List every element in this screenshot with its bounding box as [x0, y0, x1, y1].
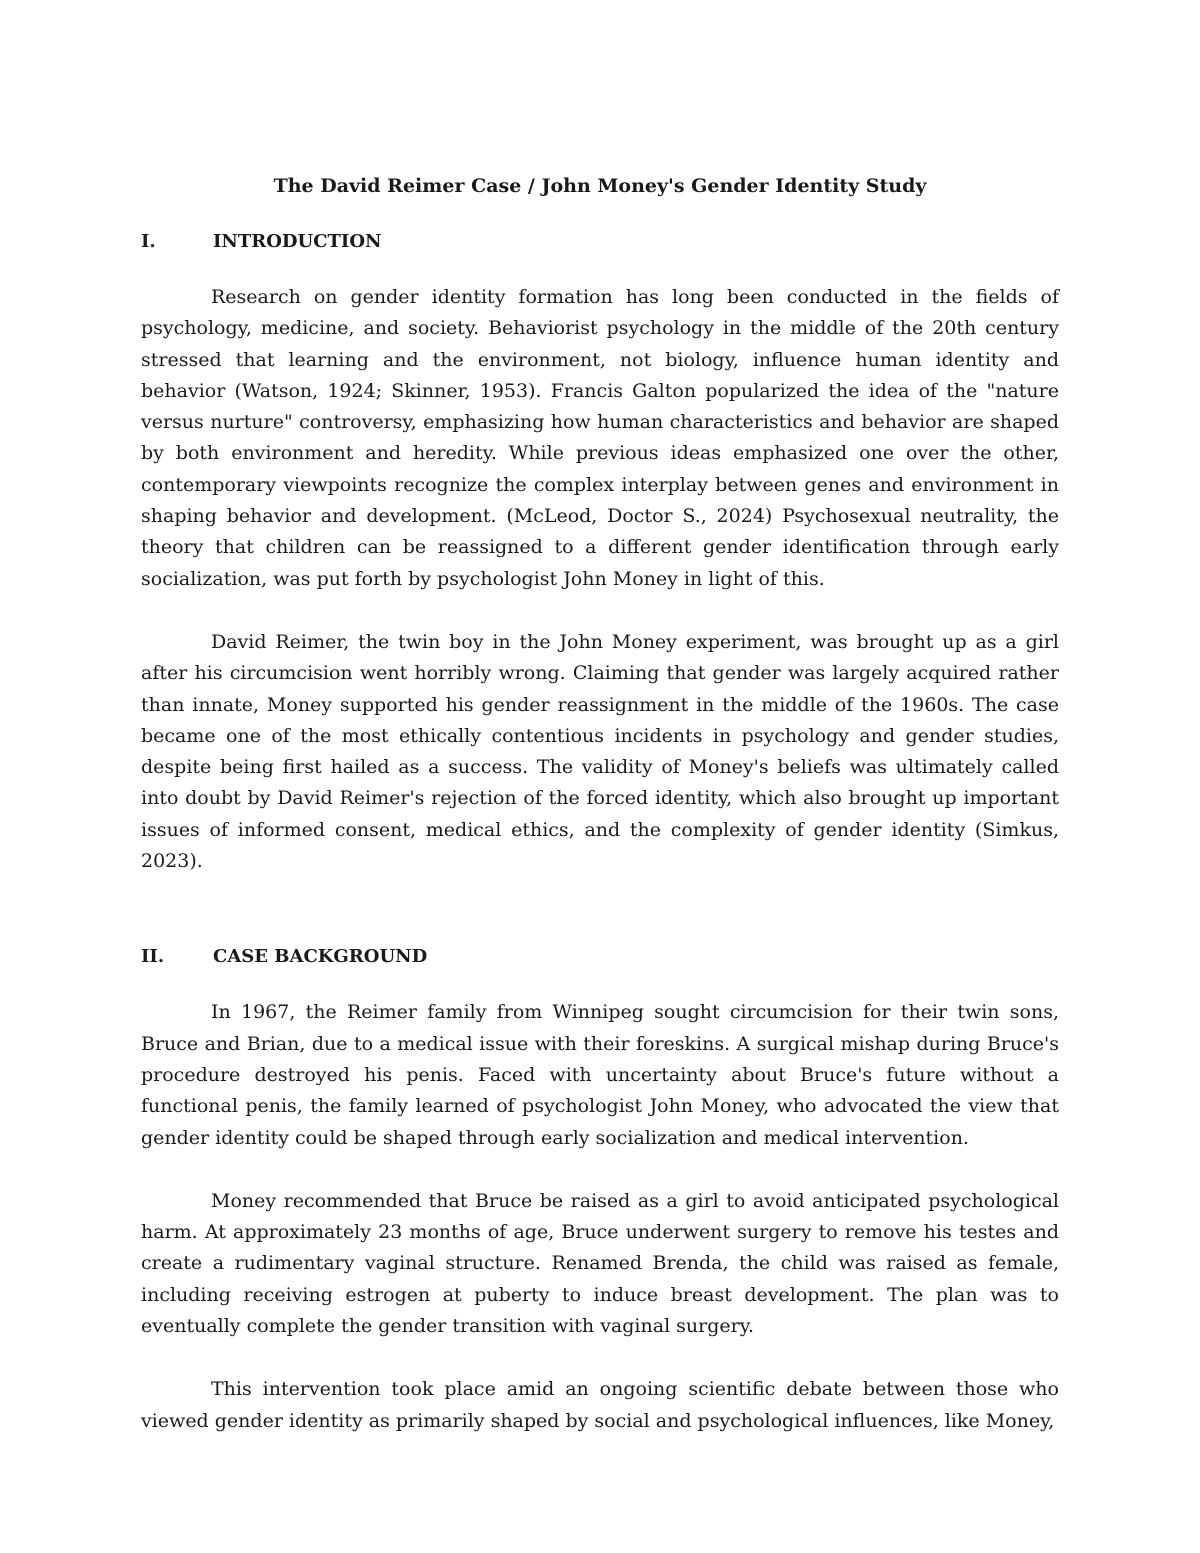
paragraph: This intervention took place amid an ongoing scientific debate between those who viewed gender identity as primarily shaped by social and psychological influences, like Money,: [141, 1378, 1059, 1432]
section-number: II.: [141, 946, 165, 968]
section-heading-text: CASE BACKGROUND: [213, 946, 428, 968]
paragraph: David Reimer, the twin boy in the John Money experiment, was brought up as a girl after his circumcision went horribly wrong. Claiming that gender was largely acquired rather than innate, Money supported his gender reassignment in the middle of the 1960s. The case became one of the most ethically contentious incidents in psychology and gender studies, despite being first hailed as a success. The validity of Money's beliefs was ultimately called into doubt by David Reimer's rejection of the forced identity, which also brought up important issues of informed consent, medical ethics, and the complexity of gender identity (Simkus, 2023).: [141, 630, 1059, 873]
document-title: The David Reimer Case / John Money's Gender Identity Study: [273, 175, 927, 197]
section-heading-text: INTRODUCTION: [213, 231, 382, 252]
document-page: [141, 170, 1059, 1437]
paragraph: In 1967, the Reimer family from Winnipeg sought circumcision for their twin sons, Bruce and Brian, due to a medical issue with their foreskins. A surgical mishap during Bruce's procedure destroyed his penis. Faced with uncertainty about Bruce's future without a functional penis, the family learned of psychologist John Money, who advocated the view that gender identity could be shaped through early socialization and medical intervention.: [141, 1001, 1059, 1149]
section-heading-introduction: [141, 226, 1059, 258]
section-number: I.: [141, 231, 156, 252]
paragraph: Money recommended that Bruce be raised as a girl to avoid anticipated psychological harm. At approximately 23 months of age, Bruce underwent surgery to remove his testes and create a rudimentary vaginal structure. Renamed Brenda, the child was raised as female, including receiving estrogen at puberty to induce breast development. The plan was to eventually complete the gender transition with vaginal surgery.: [141, 1189, 1059, 1338]
section-heading-case-background: [141, 941, 1059, 973]
paragraph: Research on gender identity formation has long been conducted in the fields of psychology, medicine, and society. Behaviorist psychology in the middle of the 20th century stressed that learning and the environment, not biology, influence human identity and behavior (Watson, 1924; Skinner, 1953). Francis Galton popularized the idea of the "nature versus nurture" controversy, emphasizing how human characteristics and behavior are shaped by both environment and heredity. While previous ideas emphasized one over the other, contemporary viewpoints recognize the complex interplay between genes and environment in shaping behavior and development. (McLeod, Doctor S., 2024) Psychosexual neutrality, the theory that children can be reassigned to a different gender identification through early socialization, was put forth by psychologist John Money in light of this.: [141, 286, 1059, 590]
